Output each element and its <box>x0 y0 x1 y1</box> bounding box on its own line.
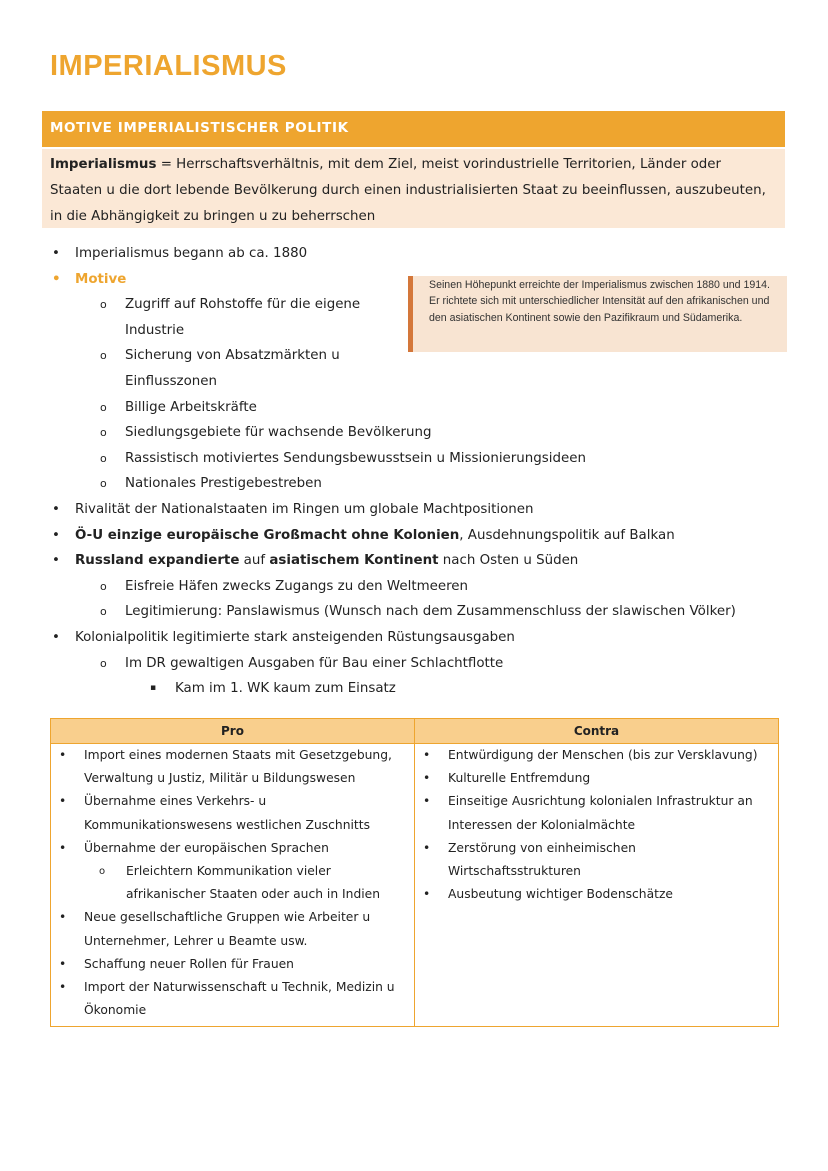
pro-item: • Übernahme eines Verkehrs- u Kommunikationswesens westlichen Zuschnitts <box>59 794 370 832</box>
pro-cell <box>51 744 415 1027</box>
bullet-marker: • <box>52 246 60 261</box>
pro-contra-table <box>50 718 779 1027</box>
list-subitem: o Rassistisch motiviertes Sendungsbewusstsein u Missionierungsideen <box>50 446 780 472</box>
bullet-marker: • <box>52 553 60 569</box>
list-item: • Ö-U einzige europäische Großmacht ohne Kolonien, Ausdehnungspolitik auf Balkan <box>50 523 780 549</box>
contra-cell <box>415 744 779 1027</box>
pro-item: • Schaffung neuer Rollen für Frauen <box>59 956 294 971</box>
list-item: • Rivalität der Nationalstaaten im Ringen um globale Machtpositionen <box>50 497 780 523</box>
circle-marker: o <box>100 656 107 670</box>
section-heading: MOTIVE IMPERIALISTISCHER POLITIK <box>42 111 785 147</box>
circle-marker: o <box>100 349 107 363</box>
pro-item: • Import der Naturwissenschaft u Technik, Medizin u Ökonomie <box>59 980 395 1018</box>
quote-box: Seinen Höhepunkt erreichte der Imperialismus zwischen 1880 und 1914. Er richtete sich mit unterschiedlicher Intensität auf den afrikanischen und den asiatischen Kontinent sowie den Pazifikraum und Südamerika. <box>408 276 787 352</box>
list-subitem: o Billige Arbeitskräfte <box>50 395 780 421</box>
list-subitem-continuation: Industrie <box>125 322 185 338</box>
contra-header: Contra <box>415 719 779 744</box>
circle-marker: o <box>100 426 107 440</box>
pro-item: • Neue gesellschaftliche Gruppen wie Arbeiter u Unternehmer, Lehrer u Beamte usw. <box>59 910 371 948</box>
pro-header: Pro <box>51 719 415 744</box>
contra-item: • Ausbeutung wichtiger Bodenschätze <box>423 887 673 902</box>
contra-item: • Einseitige Ausrichtung kolonialen Infrastruktur an Interessen der Kolonialmächte <box>423 794 753 832</box>
pro-item: • Übernahme der europäischen Sprachen <box>59 840 329 855</box>
list-subitem: o Zugriff auf Rohstoffe für die eigene <box>50 292 780 318</box>
list-subitem: o Nationales Prestigebestreben <box>50 471 780 497</box>
page-title: IMPERIALISMUS <box>50 50 287 82</box>
bullet-marker: • <box>52 501 60 517</box>
list-subitem: o Im DR gewaltigen Ausgaben für Bau einer Schlachtflotte <box>50 651 780 677</box>
circle-marker: o <box>100 579 107 593</box>
list-item: • Kolonialpolitik legitimierte stark ansteigenden Rüstungsausgaben <box>50 625 780 651</box>
list-subsubitem: ▪ Kam im 1. WK kaum zum Einsatz <box>50 676 780 702</box>
contra-item: • Kulturelle Entfremdung <box>423 771 591 786</box>
list-subitem: o Siedlungsgebiete für wachsende Bevölkerung <box>50 420 780 446</box>
bullet-marker: • <box>52 271 61 287</box>
circle-marker: o <box>100 400 107 414</box>
square-marker: ▪ <box>150 683 157 694</box>
list-subitem-continuation: Einflusszonen <box>125 373 217 389</box>
definition-term: Imperialismus <box>50 157 157 172</box>
pro-item: • Import eines modernen Staats mit Gesetzgebung, Verwaltung u Justiz, Militär u Bildungswesen <box>59 748 392 786</box>
circle-marker: o <box>100 298 107 312</box>
list-subitem: o Sicherung von Absatzmärkten u <box>50 343 780 369</box>
circle-marker: o <box>100 605 107 619</box>
pro-subitem: o Erleichtern Kommunikation vieler afrikanischer Staaten oder auch in Indien <box>99 864 381 902</box>
list-item: • Russland expandierte auf asiatischem Kontinent nach Osten u Süden <box>50 548 780 574</box>
list-subitem: o Legitimierung: Panslawismus (Wunsch nach dem Zusammenschluss der slawischen Völker) <box>50 599 780 625</box>
circle-marker: o <box>100 451 107 465</box>
list-item: • Imperialismus begann ab ca. 1880 <box>50 241 780 267</box>
definition-box <box>42 149 785 228</box>
list-subitem: o Eisfreie Häfen zwecks Zugangs zu den Weltmeeren <box>50 574 780 600</box>
list-item-motive: • Motive <box>50 267 780 293</box>
definition-text: = Herrschaftsverhältnis, mit dem Ziel, meist vorindustrielle Territorien, Länder oder Staaten u die dort lebende Bevölkerung durch einen industrialisierten Staat zu beeinflussen, auszubeuten, in die Abhängigkeit zu bringen u zu beherrschen <box>50 157 766 224</box>
bullet-marker: • <box>52 527 60 543</box>
bullet-marker: • <box>52 629 60 645</box>
contra-item: • Entwürdigung der Menschen (bis zur Versklavung) <box>423 748 758 762</box>
contra-item: • Zerstörung von einheimischen Wirtschaftsstrukturen <box>423 840 636 879</box>
circle-marker: o <box>100 477 107 491</box>
